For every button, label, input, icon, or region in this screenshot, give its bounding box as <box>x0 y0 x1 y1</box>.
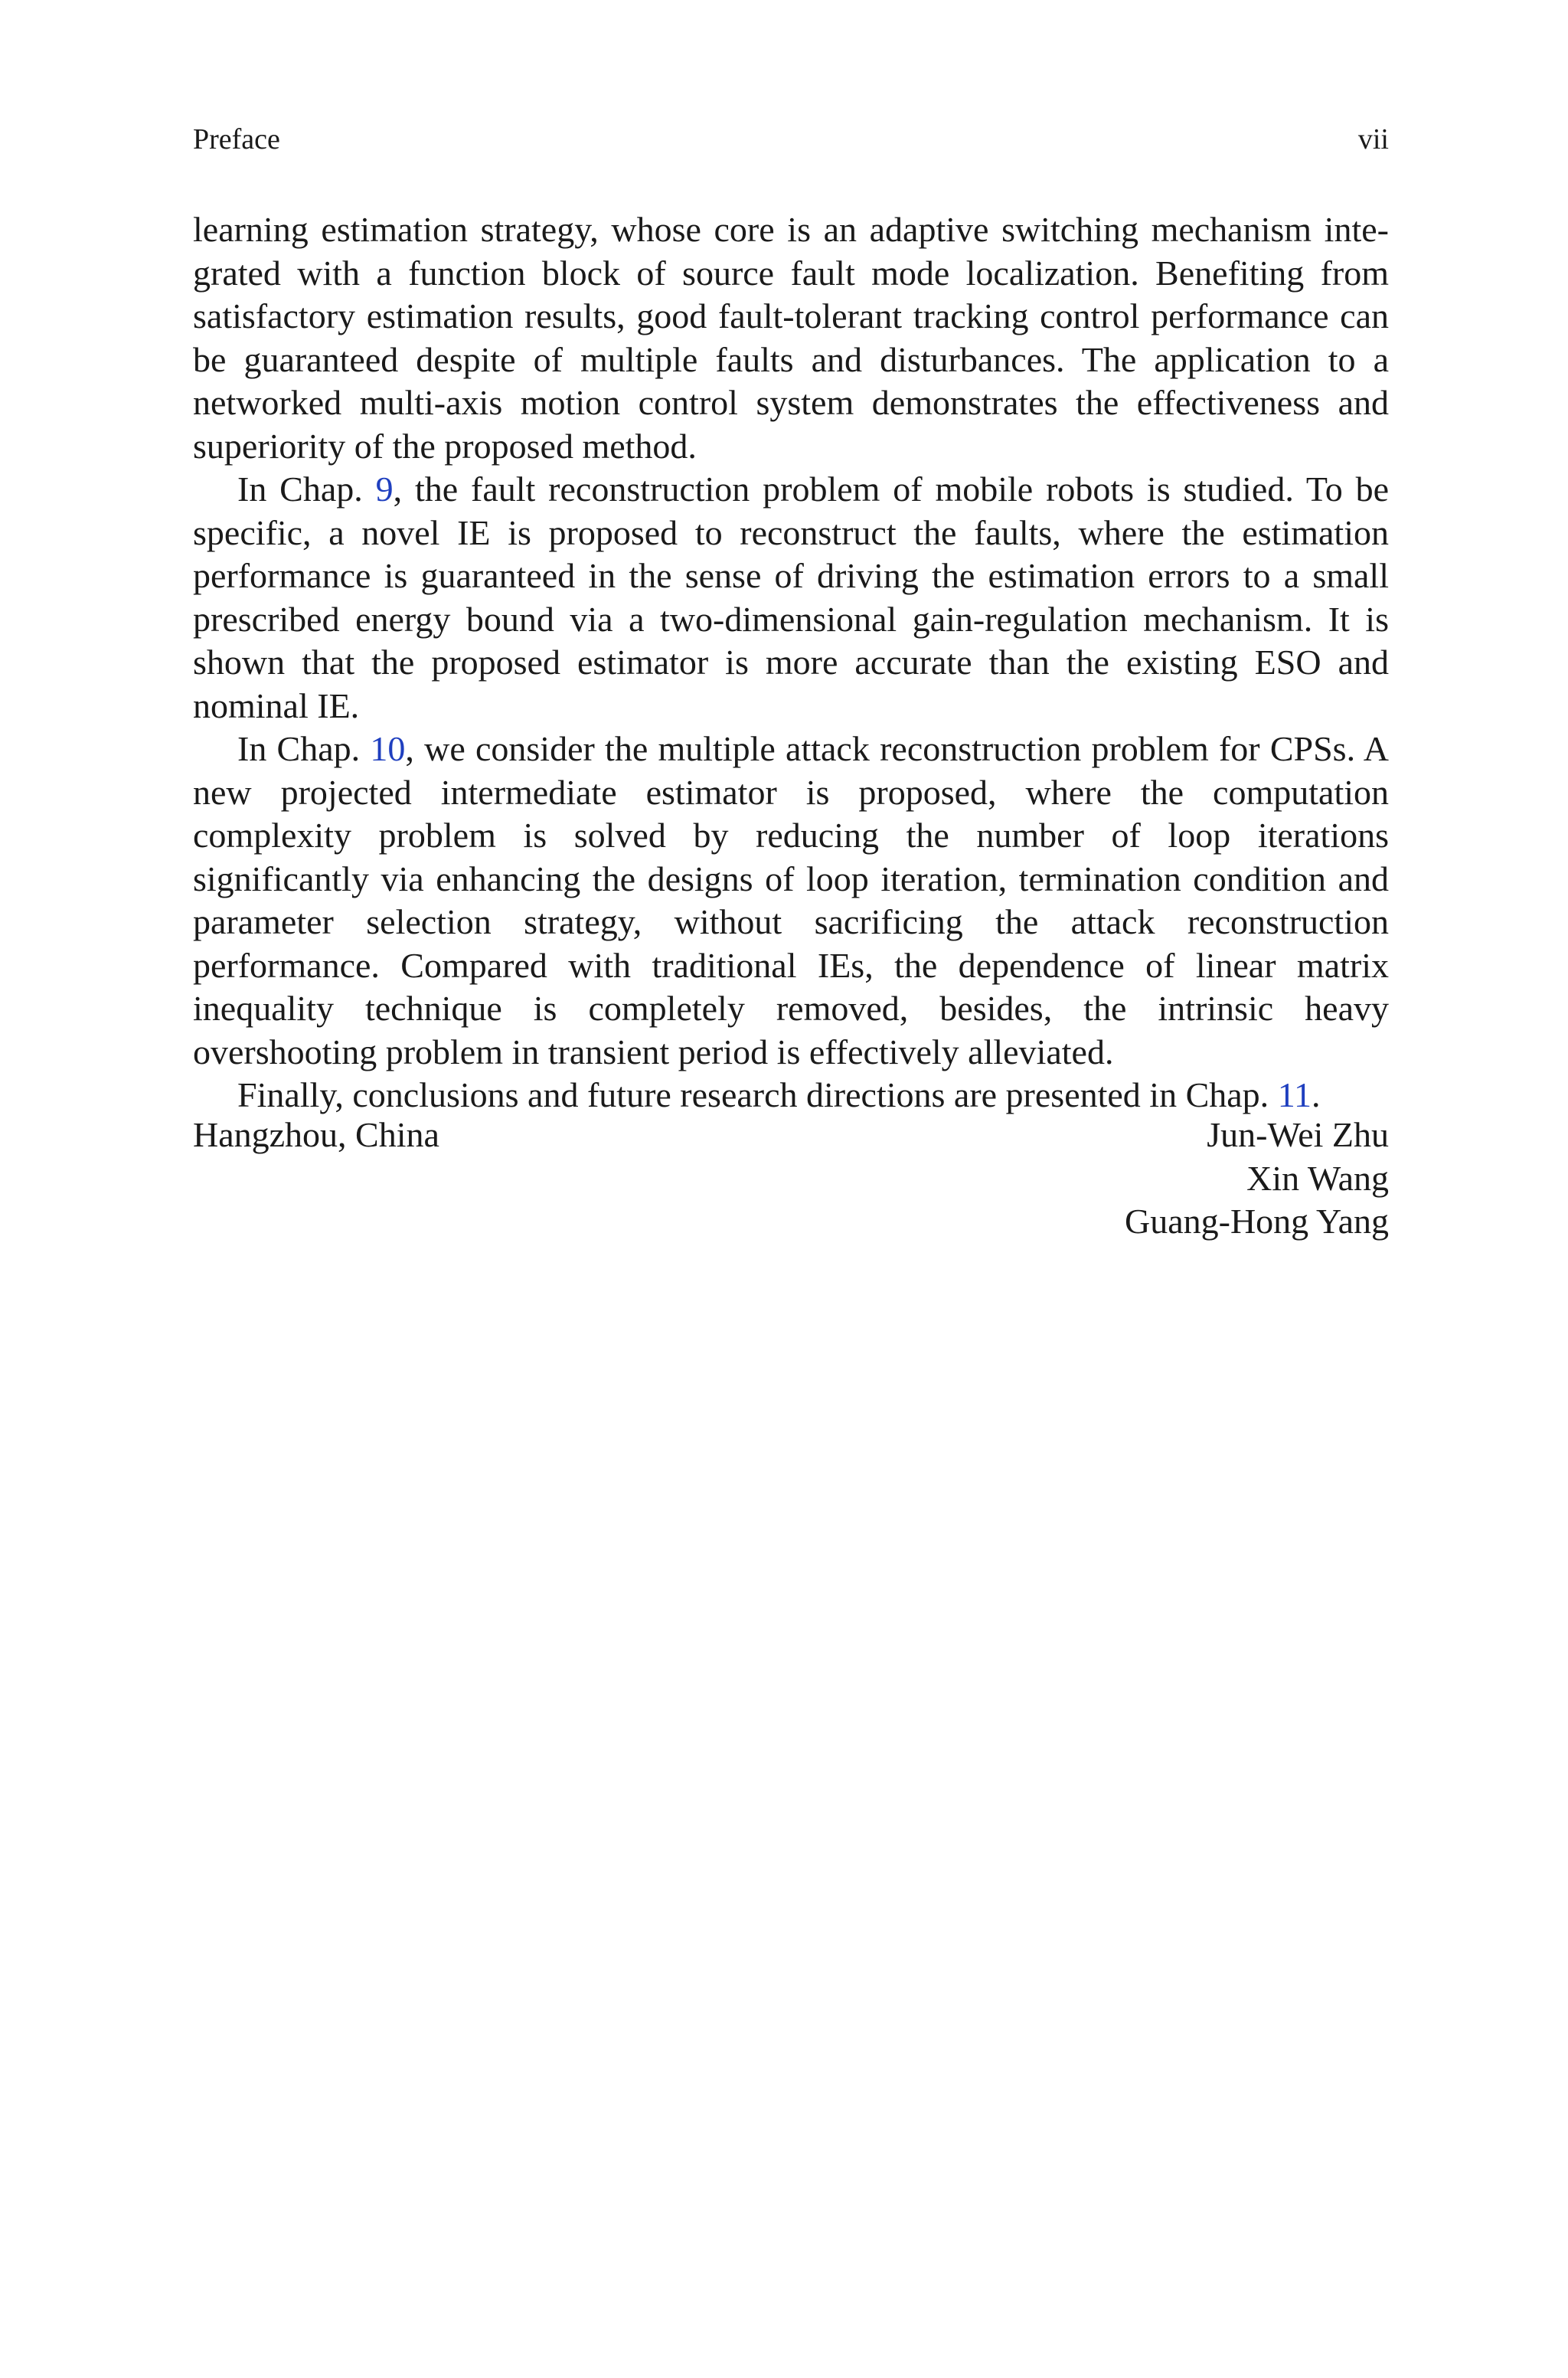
paragraph-2-lead: In Chap. <box>237 469 376 509</box>
author-list <box>1125 1114 1389 1244</box>
paragraph-3 <box>193 728 1389 1074</box>
paragraph-3-lead: In Chap. <box>237 729 371 768</box>
preface-body <box>193 208 1389 1117</box>
signoff-location: Hangzhou, China <box>193 1115 439 1154</box>
author-name: Guang-Hong Yang <box>1125 1202 1389 1241</box>
paragraph-1: learning estimation strategy, whose core is an adaptive switching mechanism integrated with a function block of source fault mode localization. Benefiting from satisfactory estimation results, good fault-tolerant tracking control performance can be guaranteed despite of multiple faults and disturbances. The application to a networked multi-axis motion control system demonstrates the effectiveness and superiority of the proposed method. <box>193 210 1389 466</box>
paragraph-4-lead: Finally, conclusions and future research directions are presented in Chap. <box>237 1075 1278 1114</box>
signoff <box>193 1114 1389 1244</box>
running-head-section: Preface <box>193 123 280 155</box>
running-head <box>193 123 1389 156</box>
paragraph-4 <box>193 1074 1389 1117</box>
chapter-9-link[interactable]: 9 <box>375 469 394 509</box>
author-name: Jun-Wei Zhu <box>1207 1115 1389 1154</box>
chapter-11-link[interactable]: 11 <box>1277 1075 1312 1114</box>
author-name: Xin Wang <box>1246 1158 1389 1198</box>
paragraph-3-text: , we consider the multiple attack reconstruction problem for CPSs. A new projected intermediate estimator is proposed, where the computation complexity problem is solved by reducing the number of loop iterations significantly via enhancing the designs of loop iteration, termination condition and parameter selection strategy, without sacrificing the attack reconstruction performance. Compared with traditional IEs, the dependence of linear matrix inequality technique is completely removed, besides, the intrinsic heavy overshooting problem in transient period is effectively alleviated. <box>193 729 1389 1071</box>
chapter-10-link[interactable]: 10 <box>370 729 406 768</box>
paragraph-4-text: . <box>1311 1075 1321 1114</box>
paragraph-2 <box>193 468 1389 728</box>
paragraph-2-text: , the fault reconstruction problem of mobile robots is studied. To be specific, a novel IE is proposed to reconstruct the faults, where the estimation performance is guaranteed in the sense of driving the estimation errors to a small prescribed energy bound via a two-dimensional gain-regulation mechanism. It is shown that the proposed estimator is more accurate than the existing ESO and nominal IE. <box>193 469 1390 725</box>
page-number: vii <box>1357 123 1389 155</box>
